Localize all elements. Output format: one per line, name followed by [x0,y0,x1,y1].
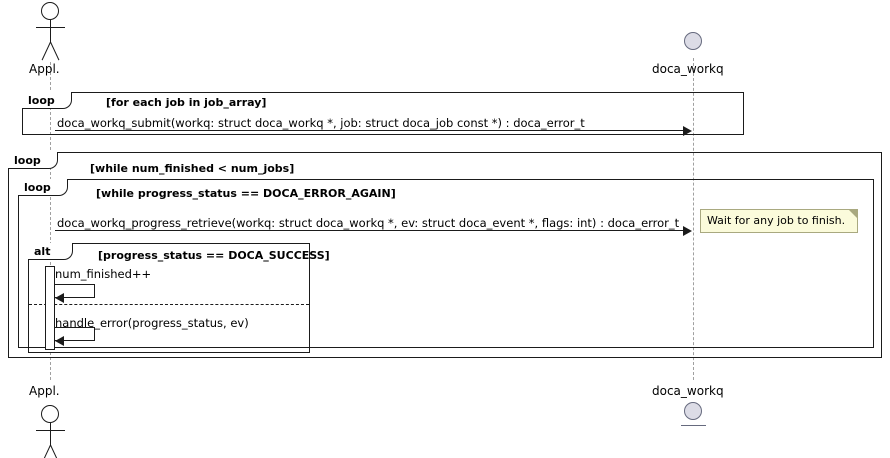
fragment-condition-loop-outer: [while num_finished < num_jobs] [90,162,295,175]
message-arrowhead-submit [683,126,692,136]
actor-leg-right-appl-bottom [50,445,59,458]
actor-leg-left-appl-bottom [42,445,51,458]
fragment-label-alt-progress: alt [28,243,73,260]
self-message-arrowhead-num-finished [55,293,64,303]
self-message-arrowhead-handle-error [55,336,64,346]
fragment-label-loop-outer: loop [8,152,58,169]
fragment-condition-alt-progress: [progress_status == DOCA_SUCCESS] [98,249,330,262]
actor-arms-appl [36,27,65,28]
participant-circle-doca-workq [684,32,702,50]
actor-head-appl [41,2,59,20]
note-wait-for-job [700,209,858,233]
fragment-label-loop-submit: loop [22,92,72,109]
fragment-label-loop-inner: loop [18,179,68,196]
message-label-progress-retrieve: doca_workq_progress_retrieve(workq: struct doca_workq *, ev: struct doca_event *, flags: int) : doca_error_t [57,216,680,230]
message-label-handle-error: handle_error(progress_status, ev) [55,316,249,330]
note-text: Wait for any job to finish. [707,214,846,227]
message-label-num-finished: num_finished++ [55,267,152,281]
note-fold-corner [849,210,857,218]
message-line-submit [55,130,684,131]
message-line-progress-retrieve [55,230,684,231]
participant-label-appl: Appl. [29,62,60,76]
participant-underline-doca-workq-bottom [681,425,706,426]
activation-bar-appl [45,266,55,350]
actor-head-appl-bottom [41,405,59,423]
actor-body-appl [50,20,51,42]
actor-leg-right-appl [50,42,59,61]
fragment-alt-divider [29,304,309,305]
participant-label-doca-workq: doca_workq [652,62,724,76]
actor-leg-left-appl [42,42,51,61]
participant-footer-label-doca-workq: doca_workq [652,384,724,398]
fragment-condition-loop-submit: [for each job in job_array] [106,96,267,109]
actor-body-appl-bottom [50,423,51,445]
fragment-condition-loop-inner: [while progress_status == DOCA_ERROR_AGAIN] [96,187,396,200]
message-label-submit: doca_workq_submit(workq: struct doca_workq *, job: struct doca_job const *) : doca_error_t [57,116,585,130]
message-arrowhead-progress-retrieve [683,226,692,236]
participant-footer-label-appl: Appl. [29,384,60,398]
actor-arms-appl-bottom [36,430,65,431]
participant-circle-doca-workq-bottom [684,402,702,420]
